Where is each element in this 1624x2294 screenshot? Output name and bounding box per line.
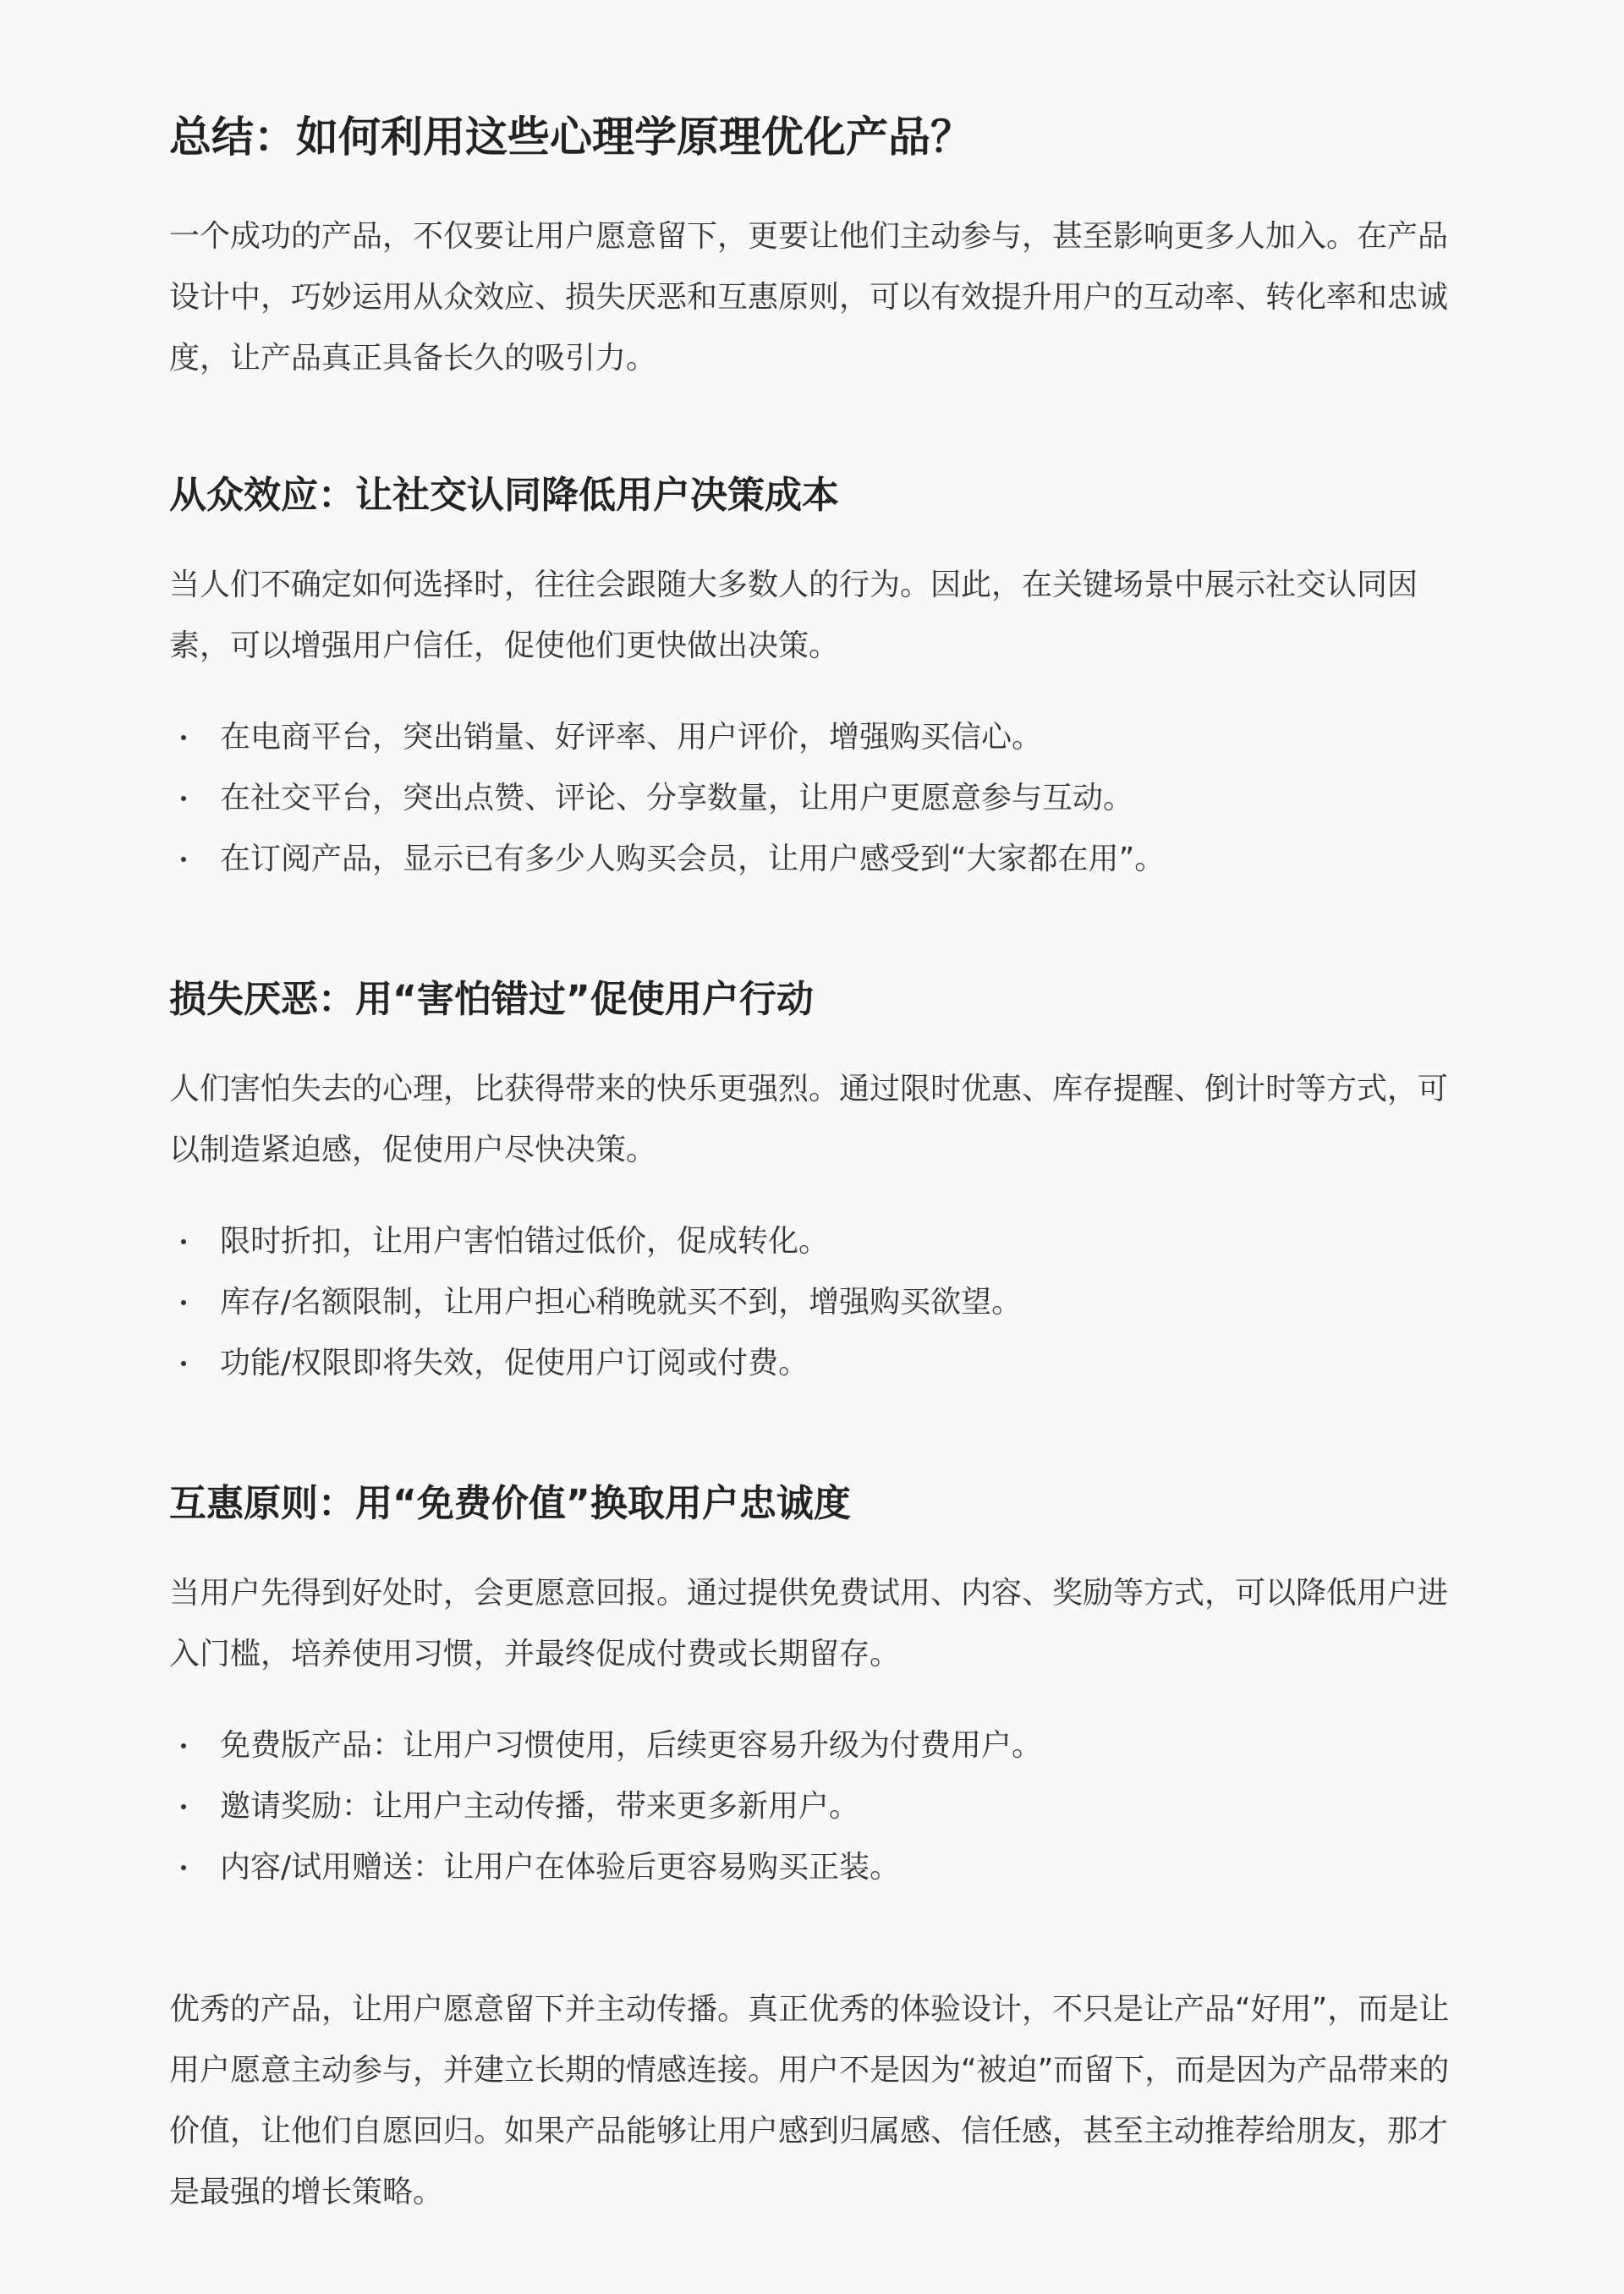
list-item xyxy=(169,707,1455,768)
list-item xyxy=(169,1211,1455,1272)
list-item xyxy=(169,768,1455,829)
bullet-dot xyxy=(181,1300,186,1305)
section-reciprocity xyxy=(169,1472,1455,1898)
section-paragraph: 当用户先得到好处时，会更愿意回报。通过提供免费试用、内容、奖励等方式，可以降低用户进入门槛，培养使用习惯，并最终促成付费或长期留存。 xyxy=(169,1576,1449,1671)
bullet-dot xyxy=(181,1865,186,1870)
list-item-text: 邀请奖励：让用户主动传播，带来更多新用户。 xyxy=(220,1789,860,1824)
bullet-dot xyxy=(181,857,186,862)
section-paragraph: 人们害怕失去的心理，比获得带来的快乐更强烈。通过限时优惠、库存提醒、倒计时等方式，可以制造紧迫感，促使用户尽快决策。 xyxy=(169,1072,1449,1167)
intro-paragraph: 一个成功的产品，不仅要让用户愿意留下，更要让他们主动参与，甚至影响更多人加入。在产品设计中，巧妙运用从众效应、损失厌恶和互惠原则，可以有效提升用户的互动率、转化率和忠诚度，让产品真正具备长久的吸引力。 xyxy=(169,219,1449,376)
list-item xyxy=(169,1715,1455,1776)
bullet-list xyxy=(169,1211,1455,1394)
section-loss-aversion xyxy=(169,968,1455,1394)
bullet-list xyxy=(169,1715,1455,1898)
list-item xyxy=(169,1837,1455,1898)
bullet-dot xyxy=(181,1804,186,1809)
list-item xyxy=(169,829,1455,890)
list-item-text: 库存/名额限制，让用户担心稍晚就买不到，增强购买欲望。 xyxy=(220,1285,1023,1320)
section-heading: 互惠原则：用“免费价值”换取用户忠诚度 xyxy=(169,1482,851,1525)
bullet-dot xyxy=(181,796,186,801)
bullet-dot xyxy=(181,1743,186,1748)
list-item-text: 免费版产品：让用户习惯使用，后续更容易升级为付费用户。 xyxy=(220,1728,1043,1763)
list-item-text: 在电商平台，突出销量、好评率、用户评价，增强购买信心。 xyxy=(220,720,1043,755)
list-item-text: 内容/试用赠送：让用户在体验后更容易购买正装。 xyxy=(220,1850,901,1885)
bullet-dot xyxy=(181,735,186,740)
list-item xyxy=(169,1776,1455,1837)
section-heading: 从众效应：让社交认同降低用户决策成本 xyxy=(169,474,839,517)
conclusion-paragraph: 优秀的产品，让用户愿意留下并主动传播。真正优秀的体验设计，不只是让产品“好用”，而是让用户愿意主动参与，并建立长期的情感连接。用户不是因为“被迫”而留下，而是因为产品带来的价值，让他们自愿回归。如果产品能够让用户感到归属感、信任感，甚至主动推荐给朋友，那才是最强的增长策略。 xyxy=(169,1992,1450,2209)
section-heading: 损失厌恶：用“害怕错过”促使用户行动 xyxy=(169,978,814,1021)
bullet-dot xyxy=(181,1239,186,1244)
list-item-text: 功能/权限即将失效，促使用户订阅或付费。 xyxy=(220,1346,809,1380)
bullet-dot xyxy=(181,1361,186,1366)
section-paragraph: 当人们不确定如何选择时，往往会跟随大多数人的行为。因此，在关键场景中展示社交认同因素，可以增强用户信任，促使他们更快做出决策。 xyxy=(169,568,1418,663)
list-item xyxy=(169,1272,1455,1333)
article-title: 总结：如何利用这些心理学原理优化产品？ xyxy=(169,113,973,162)
list-item-text: 限时折扣，让用户害怕错过低价，促成转化。 xyxy=(220,1224,830,1259)
section-conformity xyxy=(169,464,1455,890)
list-item-text: 在订阅产品，显示已有多少人购买会员，让用户感受到“大家都在用”。 xyxy=(220,842,1166,876)
list-item-text: 在社交平台，突出点赞、评论、分享数量，让用户更愿意参与互动。 xyxy=(220,781,1134,815)
list-item xyxy=(169,1333,1455,1394)
bullet-list xyxy=(169,707,1455,890)
